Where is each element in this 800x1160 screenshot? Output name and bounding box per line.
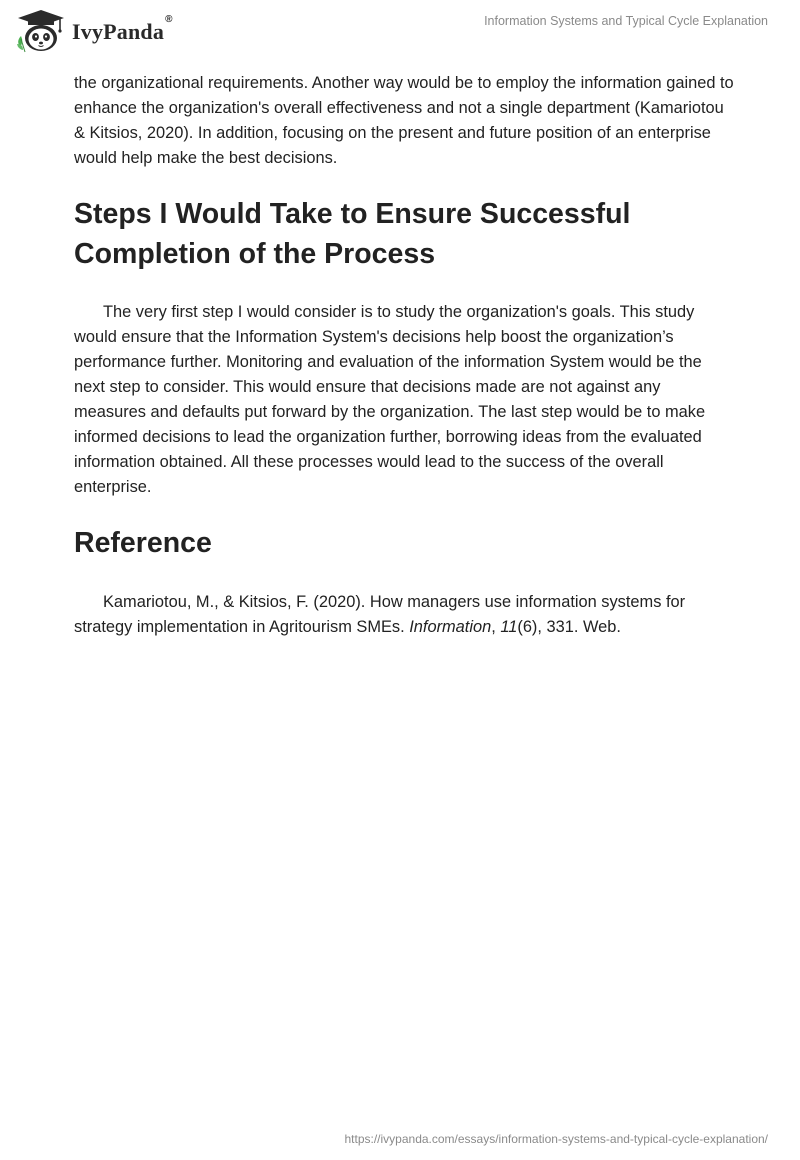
citation-authors-title: Kamariotou, M., & Kitsios, F. (2020). How managers use information systems for strategy implementation in Agritourism SMEs. (74, 593, 686, 636)
reference-heading: Reference (74, 527, 212, 559)
steps-heading: Steps I Would Take to Ensure Successful Completion of the Process (74, 198, 631, 270)
brand-name: IvyPanda® (72, 14, 173, 44)
reference-citation (74, 590, 734, 640)
citation-journal: Information (409, 618, 492, 636)
citation-rest: (6), 331. Web. (517, 618, 621, 636)
brand-logo[interactable] (14, 9, 173, 53)
intro-paragraph: the organizational requirements. Another way would be to employ the information gained to enhance the organization's overall effectiveness and not a single department (Kamariotou & Kitsios, 2020). In addition, focusing on the present and future position of an enterprise would help make the best decisions. (74, 74, 734, 167)
panda-graduate-logo-icon (14, 9, 68, 53)
registered-mark: ® (165, 14, 173, 25)
essay-content (74, 71, 734, 640)
citation-volume: 11 (500, 618, 518, 636)
footer-source-url[interactable]: https://ivypanda.com/essays/information-systems-and-typical-cycle-explanation/ (344, 1132, 768, 1146)
steps-paragraph: The very first step I would consider is to study the organization's goals. This study would ensure that the Information System's decisions help boost the organization’s performance further. Monitoring and evaluation of the information System would be the next step to consider. This would ensure that decisions made are not against any measures and defaults put forward by the organization. The last step would be to make informed decisions to lead the organization further, borrowing ideas from the evaluated information obtained. All these processes would lead to the success of the overall enterprise. (74, 303, 706, 496)
running-header-title: Information Systems and Typical Cycle Explanation (484, 14, 768, 28)
page-header (0, 0, 800, 60)
citation-separator: , (491, 618, 501, 636)
